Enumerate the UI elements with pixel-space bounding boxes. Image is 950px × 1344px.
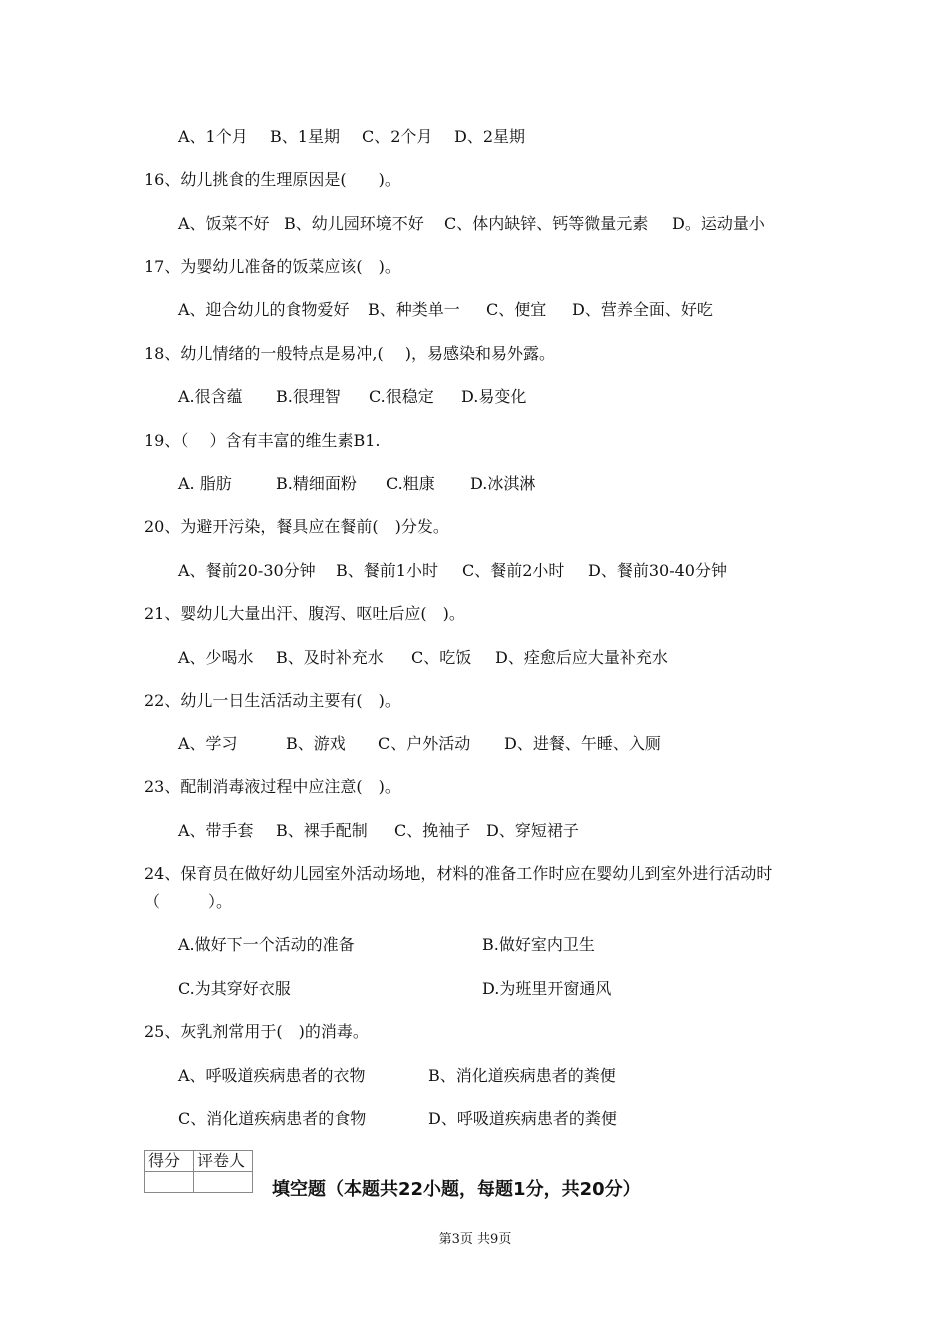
- q18-options: [178, 387, 526, 407]
- q22-options: [178, 734, 661, 754]
- q19-option-d: D.冰淇淋: [470, 474, 536, 493]
- q18-option-a: A.很含蕴: [178, 387, 243, 406]
- q21-options: [178, 648, 668, 668]
- grader-cell: [194, 1172, 253, 1193]
- q15-option-a: A、1个月: [178, 127, 248, 146]
- q20-option-d: D、餐前30-40分钟: [588, 561, 727, 580]
- section-title: 填空题（本题共22小题，每题1分，共20分）: [272, 1179, 641, 1200]
- q19-options: [178, 474, 535, 494]
- q22-question: 22、幼儿一日生活活动主要有( )。: [144, 691, 401, 710]
- q15-option-c: C、2个月: [362, 127, 433, 146]
- q15-options: [178, 127, 525, 147]
- q17-option-d: D、营养全面、好吃: [572, 300, 713, 319]
- q19-option-a: A. 脂肪: [178, 474, 232, 493]
- q24-option-d: D.为班里开窗通风: [482, 979, 612, 998]
- q17-option-b: B、种类单一: [368, 300, 460, 319]
- q19-question: 19、（ ）含有丰富的维生素B1.: [144, 431, 381, 450]
- q24-option-a: A.做好下一个活动的准备: [178, 935, 355, 954]
- q21-option-b: B、及时补充水: [276, 648, 384, 667]
- q20-option-c: C、餐前2小时: [462, 561, 565, 580]
- q21-option-d: D、痊愈后应大量补充水: [495, 648, 668, 667]
- q22-option-b: B、游戏: [286, 734, 346, 753]
- q16-option-d: D。运动量小: [672, 214, 765, 233]
- q19-option-c: C.粗康: [386, 474, 435, 493]
- q20-option-a: A、餐前20-30分钟: [178, 561, 316, 580]
- page-footer: 第3页 共9页: [438, 1232, 512, 1247]
- q15-option-b: B、1星期: [270, 127, 340, 146]
- q25-option-c: C、消化道疾病患者的食物: [178, 1109, 367, 1128]
- q16-question: 16、幼儿挑食的生理原因是( )。: [144, 170, 401, 189]
- q20-question: 20、为避开污染，餐具应在餐前( )分发。: [144, 517, 449, 536]
- q21-question: 21、婴幼儿大量出汗、腹泻、呕吐后应( )。: [144, 604, 465, 623]
- q16-option-b: B、幼儿园环境不好: [284, 214, 424, 233]
- q24-option-b: B.做好室内卫生: [482, 935, 595, 954]
- q25-option-d: D、呼吸道疾病患者的粪便: [428, 1109, 617, 1128]
- q25-option-a: A、呼吸道疾病患者的衣物: [178, 1066, 366, 1085]
- q22-option-d: D、进餐、午睡、入厕: [504, 734, 661, 753]
- q22-option-a: A、学习: [178, 734, 238, 753]
- q20-option-b: B、餐前1小时: [336, 561, 438, 580]
- q21-option-c: C、吃饭: [411, 648, 472, 667]
- q23-option-c: C、挽袖子: [394, 821, 471, 840]
- q18-option-b: B.很理智: [276, 387, 341, 406]
- q24-question-line2: （ ）。: [144, 892, 233, 911]
- q17-question: 17、为婴幼儿准备的饭菜应该( )。: [144, 257, 401, 276]
- q25-question: 25、灰乳剂常用于( )的消毒。: [144, 1022, 369, 1041]
- q23-options: [178, 821, 579, 841]
- q16-option-c: C、体内缺锌、钙等微量元素: [444, 214, 649, 233]
- q23-option-d: D、穿短裙子: [486, 821, 579, 840]
- q21-option-a: A、少喝水: [178, 648, 254, 667]
- q23-option-b: B、裸手配制: [276, 821, 368, 840]
- q16-options: [178, 214, 765, 234]
- q24-option-c: C.为其穿好衣服: [178, 979, 291, 998]
- q24-question-line1: 24、保育员在做好幼儿园室外活动场地，材料的准备工作时应在婴幼儿到室外进行活动时: [144, 864, 773, 883]
- q17-option-c: C、便宜: [486, 300, 547, 319]
- score-box: [144, 1150, 253, 1193]
- grader-label: 评卷人: [194, 1151, 253, 1172]
- q23-question: 23、配制消毒液过程中应注意( )。: [144, 777, 401, 796]
- q23-option-a: A、带手套: [178, 821, 254, 840]
- q18-option-d: D.易变化: [461, 387, 527, 406]
- q15-option-d: D、2星期: [454, 127, 526, 146]
- score-cell: [145, 1172, 194, 1193]
- q19-option-b: B.精细面粉: [276, 474, 357, 493]
- q25-option-b: B、消化道疾病患者的粪便: [428, 1066, 616, 1085]
- q17-options: [178, 300, 713, 320]
- q22-option-c: C、户外活动: [378, 734, 471, 753]
- q18-question: 18、幼儿情绪的一般特点是易冲,( )，易感染和易外露。: [144, 344, 556, 363]
- q20-options: [178, 561, 727, 581]
- q17-option-a: A、迎合幼儿的食物爱好: [178, 300, 350, 319]
- q16-option-a: A、饭菜不好: [178, 214, 270, 233]
- score-label: 得分: [145, 1151, 194, 1172]
- q18-option-c: C.很稳定: [369, 387, 434, 406]
